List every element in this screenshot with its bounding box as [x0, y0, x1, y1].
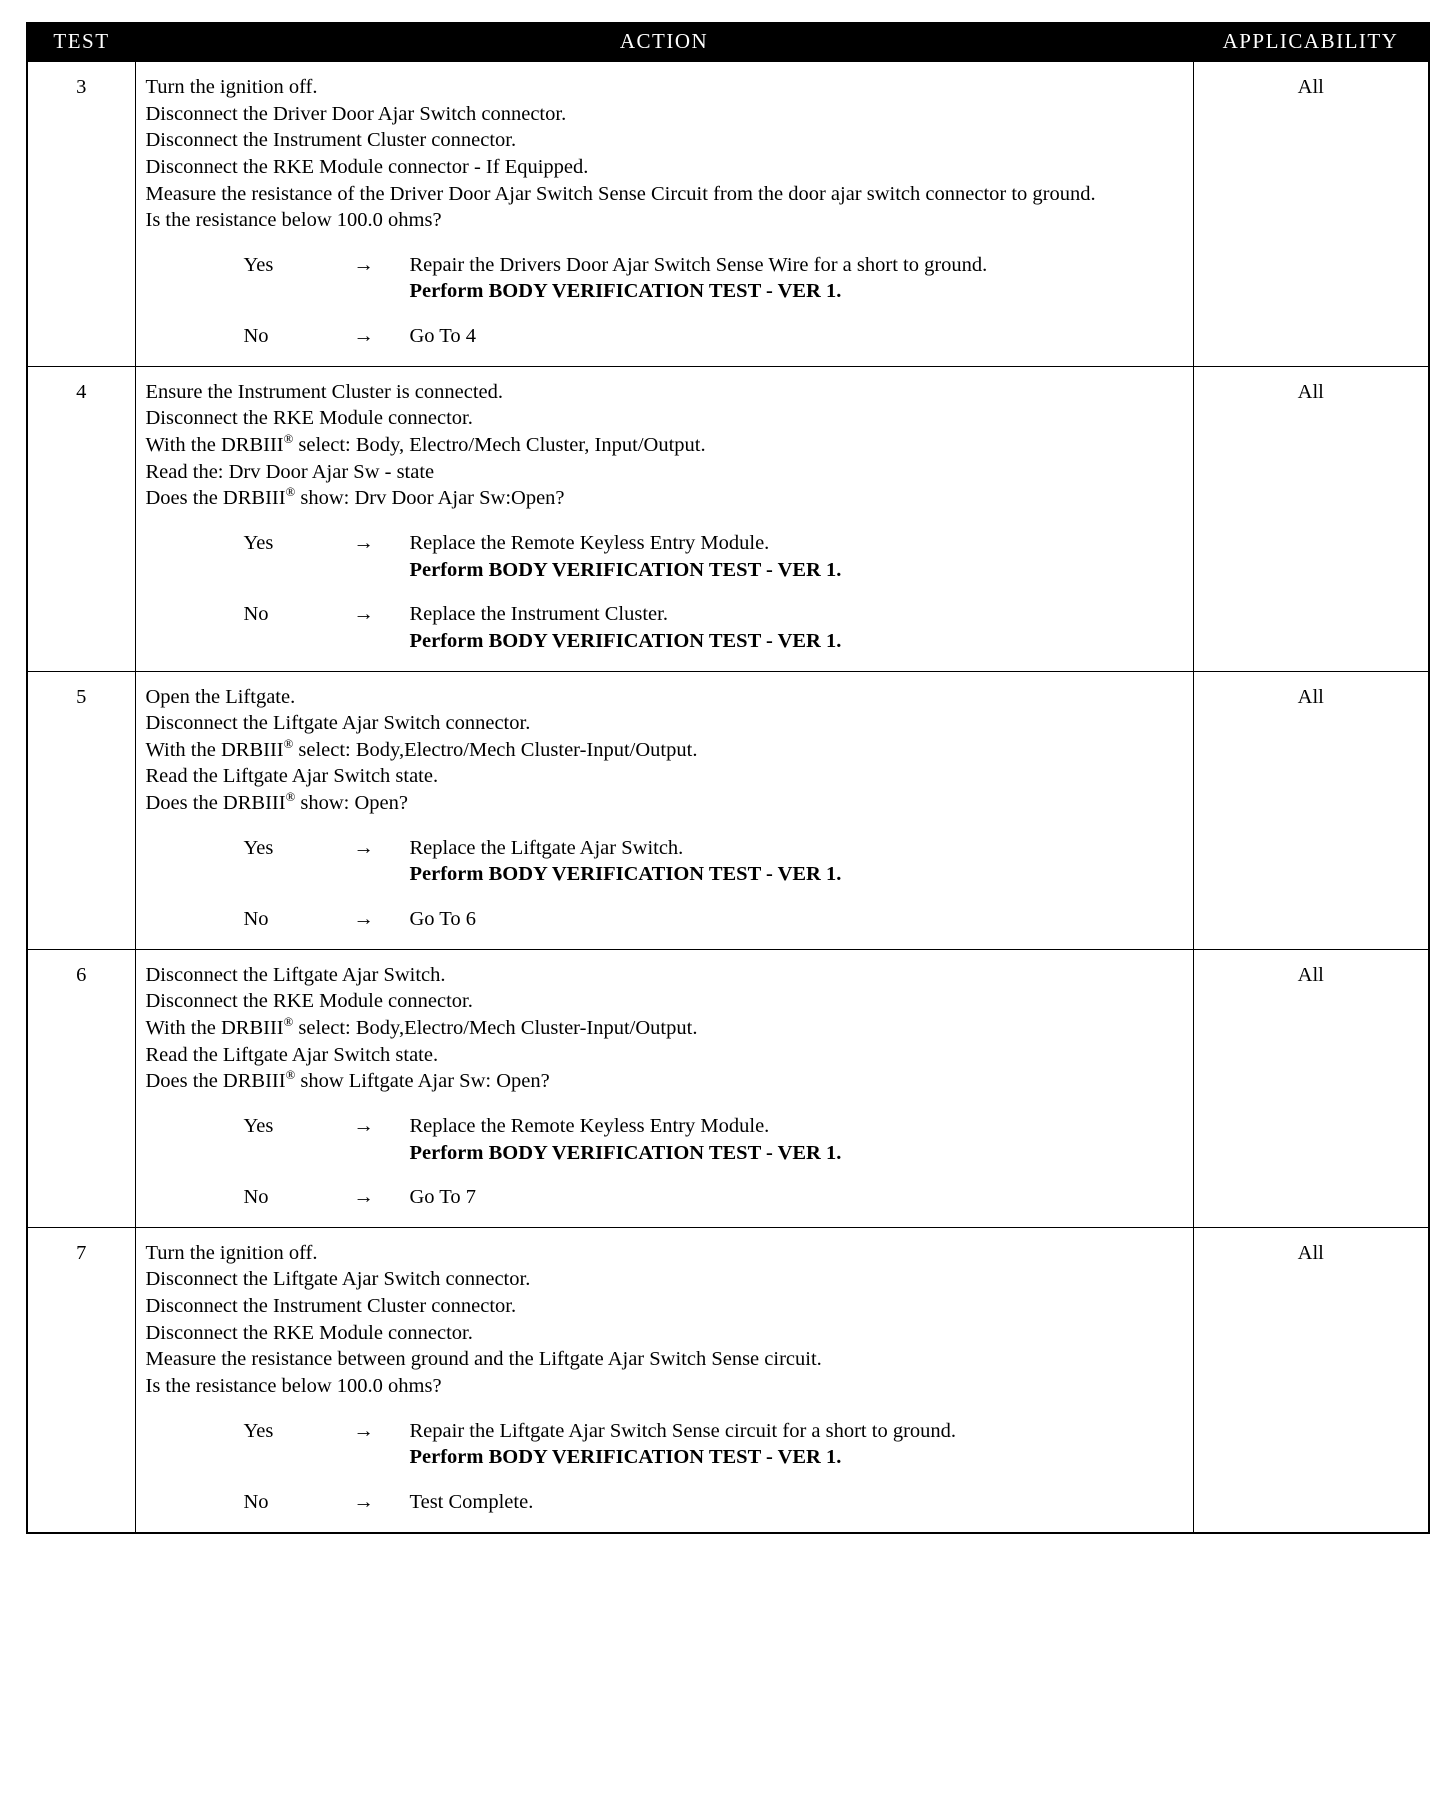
- arrow-icon: →: [353, 1419, 374, 1442]
- action-statement: Ensure the Instrument Cluster is connected.: [145, 380, 504, 403]
- table-row: [27, 949, 1429, 1227]
- header-row: [27, 23, 1429, 62]
- branch-yes: [146, 1418, 1179, 1471]
- branch-label: No: [243, 1490, 269, 1513]
- branch-no: [146, 1184, 1179, 1211]
- branch-label: Yes: [243, 836, 274, 859]
- column-header-action: ACTION: [135, 23, 1193, 62]
- arrow-icon: →: [353, 603, 374, 626]
- branch-lines: [410, 1113, 1179, 1166]
- branch-label: No: [243, 603, 269, 626]
- action-cell: [135, 671, 1193, 949]
- column-header-test: TEST: [27, 23, 135, 62]
- arrow-icon: →: [353, 1186, 374, 1209]
- action-statements: [146, 1240, 1179, 1400]
- applicability-value: All: [1193, 949, 1429, 1227]
- branch-lines: [410, 1418, 1179, 1471]
- branch-label: No: [243, 1186, 269, 1209]
- action-statement: Read the Liftgate Ajar Switch state.: [145, 765, 439, 788]
- branch-line: Perform BODY VERIFICATION TEST - VER 1.: [409, 629, 842, 652]
- action-statement: Disconnect the RKE Module connector.: [145, 1321, 473, 1344]
- action-statement: Disconnect the RKE Module connector.: [145, 407, 473, 430]
- action-statement: Measure the resistance of the Driver Door Ajar Switch Sense Circuit from the door ajar switch connector to ground.: [145, 182, 1096, 205]
- action-statement: Open the Liftgate.: [145, 685, 296, 708]
- applicability-value: All: [1193, 62, 1429, 367]
- test-number: 4: [27, 366, 135, 671]
- arrow-icon: →: [353, 836, 374, 859]
- test-number: 6: [27, 949, 135, 1227]
- test-number: 5: [27, 671, 135, 949]
- branch-label: Yes: [243, 531, 274, 554]
- branch-line: Perform BODY VERIFICATION TEST - VER 1.: [409, 863, 842, 886]
- branch-lines: [410, 323, 1179, 350]
- branch-lines: [410, 906, 1179, 933]
- arrow-icon: →: [353, 908, 374, 931]
- applicability-value: All: [1193, 671, 1429, 949]
- branch-lines: [410, 1489, 1179, 1516]
- diagnostic-procedure-table: [26, 22, 1430, 1534]
- branch-line: Replace the Liftgate Ajar Switch.: [409, 836, 684, 859]
- branch-lines: [410, 530, 1179, 583]
- branch-label: No: [243, 325, 269, 348]
- action-statement: Read the: Drv Door Ajar Sw - state: [145, 460, 435, 483]
- branch-lines: [410, 835, 1179, 888]
- branch-list: [146, 530, 1179, 655]
- action-statement: Disconnect the Liftgate Ajar Switch connector.: [145, 712, 531, 735]
- arrow-icon: →: [353, 531, 374, 554]
- action-statement: Disconnect the Instrument Cluster connector.: [145, 129, 517, 152]
- branch-no: [146, 601, 1179, 654]
- applicability-value: All: [1193, 1227, 1429, 1532]
- branch-yes: [146, 252, 1179, 305]
- branch-label: Yes: [243, 253, 274, 276]
- action-statement: Read the Liftgate Ajar Switch state.: [145, 1043, 439, 1066]
- branch-line: Perform BODY VERIFICATION TEST - VER 1.: [409, 1446, 842, 1469]
- action-cell: [135, 949, 1193, 1227]
- action-statement: Disconnect the Instrument Cluster connector.: [145, 1295, 517, 1318]
- branch-line: Perform BODY VERIFICATION TEST - VER 1.: [409, 558, 842, 581]
- branch-line: Replace the Remote Keyless Entry Module.: [409, 1114, 770, 1137]
- branch-line: Replace the Instrument Cluster.: [409, 603, 668, 626]
- action-statement: Does the DRBIII® show: Drv Door Ajar Sw:Open?: [145, 485, 565, 510]
- action-statement: With the DRBIII® select: Body,Electro/Mech Cluster-Input/Output.: [145, 1015, 698, 1039]
- arrow-icon: →: [353, 1490, 374, 1513]
- branch-no: [146, 323, 1179, 350]
- branch-list: [146, 252, 1179, 350]
- test-number: 7: [27, 1227, 135, 1532]
- table-body: [27, 62, 1429, 1533]
- action-statement: Disconnect the Driver Door Ajar Switch connector.: [145, 102, 567, 125]
- branch-line: Go To 4: [409, 325, 477, 348]
- branch-no: [146, 906, 1179, 933]
- action-statement: Measure the resistance between ground and the Liftgate Ajar Switch Sense circuit.: [145, 1348, 822, 1371]
- branch-label: Yes: [243, 1114, 274, 1137]
- branch-line: Repair the Drivers Door Ajar Switch Sense Wire for a short to ground.: [409, 253, 988, 276]
- table-row: [27, 671, 1429, 949]
- branch-lines: [410, 1184, 1179, 1211]
- branch-yes: [146, 530, 1179, 583]
- action-statement: With the DRBIII® select: Body, Electro/Mech Cluster, Input/Output.: [145, 432, 706, 457]
- action-cell: [135, 366, 1193, 671]
- table-row: [27, 1227, 1429, 1532]
- action-statement: Disconnect the Liftgate Ajar Switch connector.: [145, 1268, 531, 1291]
- column-header-applicability: APPLICABILITY: [1193, 23, 1429, 62]
- arrow-icon: →: [353, 1114, 374, 1137]
- action-statement: Does the DRBIII® show: Open?: [145, 790, 408, 815]
- action-statement: Disconnect the RKE Module connector.: [145, 990, 473, 1013]
- branch-label: No: [243, 908, 269, 931]
- branch-list: [146, 1418, 1179, 1516]
- branch-label: Yes: [243, 1419, 274, 1442]
- branch-yes: [146, 835, 1179, 888]
- branch-list: [146, 835, 1179, 933]
- action-statement: Is the resistance below 100.0 ohms?: [145, 209, 442, 232]
- branch-lines: [410, 252, 1179, 305]
- branch-line: Perform BODY VERIFICATION TEST - VER 1.: [409, 1141, 842, 1164]
- branch-line: Repair the Liftgate Ajar Switch Sense circuit for a short to ground.: [409, 1419, 957, 1442]
- action-statement: Turn the ignition off.: [145, 76, 318, 98]
- arrow-icon: →: [353, 253, 374, 276]
- action-statement: Does the DRBIII® show Liftgate Ajar Sw: Open?: [145, 1068, 550, 1093]
- action-statement: Disconnect the Liftgate Ajar Switch.: [145, 963, 446, 986]
- action-cell: [135, 1227, 1193, 1532]
- table-row: [27, 366, 1429, 671]
- branch-line: Test Complete.: [409, 1490, 534, 1513]
- table-header: [27, 23, 1429, 62]
- action-statement: Turn the ignition off.: [145, 1241, 318, 1264]
- action-statements: [146, 684, 1179, 817]
- branch-yes: [146, 1113, 1179, 1166]
- action-statements: [146, 74, 1179, 234]
- table-row: [27, 62, 1429, 367]
- branch-line: Go To 6: [409, 908, 477, 931]
- action-statement: Disconnect the RKE Module connector - If Equipped.: [145, 155, 589, 178]
- action-statements: [146, 379, 1179, 512]
- branch-lines: [410, 601, 1179, 654]
- action-statement: With the DRBIII® select: Body,Electro/Mech Cluster-Input/Output.: [145, 736, 698, 761]
- arrow-icon: →: [353, 325, 374, 348]
- branch-line: Go To 7: [409, 1186, 477, 1209]
- action-cell: [135, 62, 1193, 367]
- branch-line: Replace the Remote Keyless Entry Module.: [409, 531, 770, 554]
- action-statement: Is the resistance below 100.0 ohms?: [145, 1374, 442, 1397]
- branch-list: [146, 1113, 1179, 1211]
- test-number: 3: [27, 62, 135, 367]
- action-statements: [146, 962, 1179, 1095]
- branch-line: Perform BODY VERIFICATION TEST - VER 1.: [409, 280, 842, 303]
- applicability-value: All: [1193, 366, 1429, 671]
- branch-no: [146, 1489, 1179, 1516]
